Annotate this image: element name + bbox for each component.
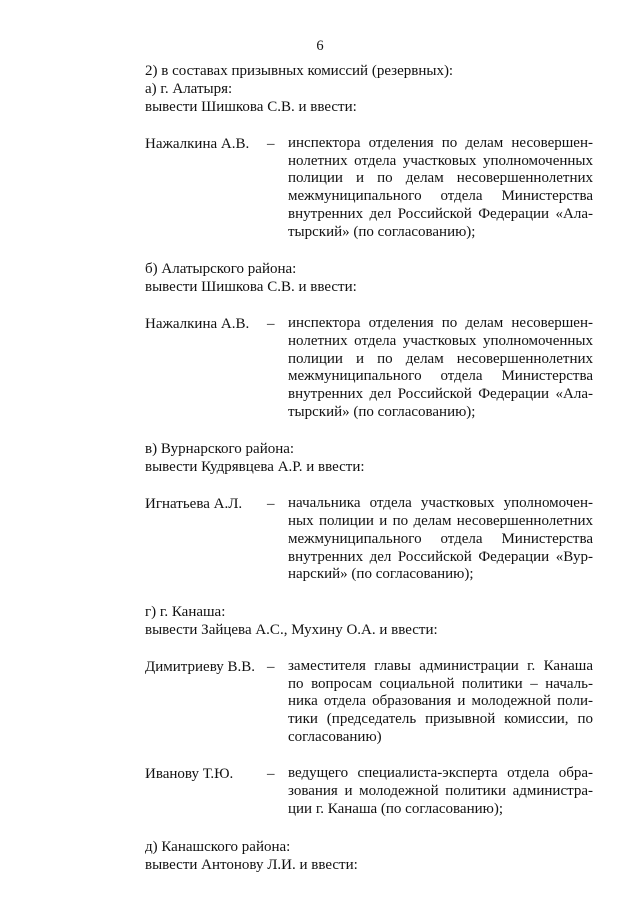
spacer (145, 819, 593, 838)
member-entry (145, 135, 593, 241)
section-instruction: вывести Шишкова С.В. и ввести: (145, 279, 357, 296)
member-position (288, 495, 593, 584)
member-position (288, 765, 593, 818)
section-heading: г) г. Канаша: (145, 603, 226, 620)
page-number: 6 (316, 38, 324, 54)
section-heading: д) Канашского района: (145, 838, 291, 855)
spacer (145, 639, 593, 658)
entry-dash: – (267, 766, 275, 783)
member-entry (145, 495, 593, 584)
section-heading: б) Алатырского района: (145, 261, 297, 278)
section-instruction: вывести Шишкова С.В. и ввести: (145, 99, 357, 115)
position-line: внутренних дел Российской Федерации «Ала- (288, 205, 593, 222)
spacer (145, 296, 593, 315)
position-line: ника отдела образования и молодежной поли- (288, 693, 593, 710)
entry-dash: – (267, 658, 275, 675)
position-line: межмуниципального отдела Министерства (288, 188, 593, 205)
position-line: тики (председатель призывной комиссии, по (288, 711, 593, 728)
section-instruction: вывести Антонову Л.И. и ввести: (145, 856, 358, 873)
position-line: тырский» (по согласованию); (288, 223, 476, 240)
position-line: нолетних отдела участковых уполномоченных (288, 332, 593, 349)
position-line: начальника отдела участковых уполномочен- (288, 495, 593, 512)
position-line: нолетних отдела участковых уполномоченных (288, 152, 593, 169)
member-name: Нажалкина А.В. (145, 136, 250, 152)
position-line: нарский» (по согласованию); (288, 566, 474, 583)
member-position (288, 315, 593, 421)
position-line: тырский» (по согласованию); (288, 403, 476, 420)
spacer (145, 746, 593, 765)
position-line: внутренних дел Российской Федерации «Ала- (288, 386, 593, 403)
section-heading: а) г. Алатыря: (145, 81, 233, 97)
member-name: Нажалкина А.В. (145, 316, 250, 333)
spacer (145, 241, 593, 260)
spacer (145, 584, 593, 603)
position-line: зования и молодежной политики администра- (288, 783, 593, 800)
position-line: полиции и по делам несовершеннолетних (288, 170, 593, 187)
position-line: ции г. Канаша (по согласованию); (288, 800, 503, 817)
position-line: заместителя главы администрации г. Канаша (288, 657, 593, 674)
member-entry (145, 658, 593, 747)
position-line: инспектора отделения по делам несовершен- (288, 315, 593, 332)
section-heading: в) Вурнарского района: (145, 441, 295, 458)
member-name: Иванову Т.Ю. (145, 766, 234, 783)
entry-dash: – (267, 136, 275, 152)
entry-dash: – (267, 316, 275, 333)
position-line: полиции и по делам несовершеннолетних (288, 350, 593, 367)
position-line: внутренних дел Российской Федерации «Вур- (288, 548, 593, 565)
member-name: Димитриеву В.В. (145, 658, 256, 675)
spacer (145, 476, 593, 495)
member-entry (145, 765, 593, 818)
position-line: согласованию) (288, 728, 382, 745)
spacer (145, 116, 593, 135)
member-position (288, 135, 593, 241)
position-line: ных полиции и по делам несовершеннолетних (288, 513, 593, 530)
spacer (145, 421, 593, 440)
position-line: ведущего специалиста-эксперта отдела обра- (288, 765, 593, 782)
member-entry (145, 315, 593, 421)
section-instruction: вывести Зайцева А.С., Мухину О.А. и ввести: (145, 621, 438, 638)
position-line: межмуниципального отдела Министерства (288, 530, 593, 547)
intro-line: 2) в составах призывных комиссий (резервных): (145, 63, 454, 79)
position-line: инспектора отделения по делам несовершен- (288, 135, 593, 151)
member-name: Игнатьева А.Л. (145, 496, 243, 513)
entry-dash: – (267, 496, 275, 513)
document-body (145, 62, 593, 874)
section-instruction: вывести Кудрявцева А.Р. и ввести: (145, 459, 365, 476)
position-line: по вопросам социальной политики – началь- (288, 675, 593, 692)
position-line: межмуниципального отдела Министерства (288, 368, 593, 385)
member-position (288, 658, 593, 747)
